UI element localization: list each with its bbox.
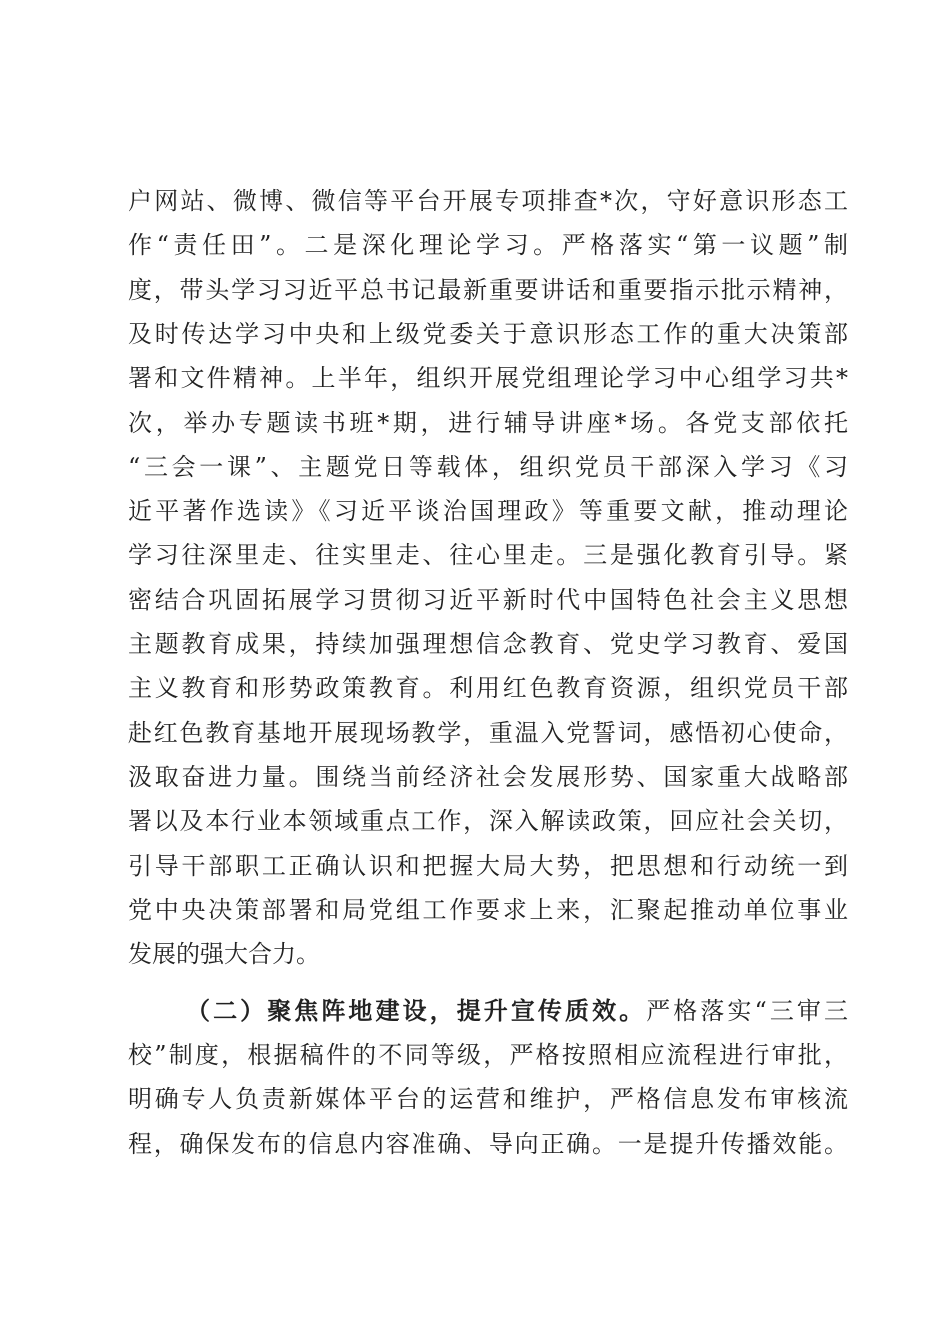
text-line: 密结合巩固拓展学习贯彻习近平新时代中国特色社会主义思想	[128, 585, 848, 614]
section-heading: （二）聚焦阵地建设，提升宣传质效。	[186, 997, 647, 1025]
text-line: 主义教育和形势政策教育。利用红色教育资源，组织党员干部	[128, 674, 848, 703]
text-line: 作“责任田”。二是深化理论学习。严格落实“第一议题”制	[128, 231, 848, 260]
text-line: 赴红色教育基地开展现场教学，重温入党誓词，感悟初心使命，	[128, 718, 848, 747]
text-line: 引导干部职工正确认识和把握大局大势，把思想和行动统一到	[128, 851, 848, 880]
text-line: 学习往深里走、往实里走、往心里走。三是强化教育引导。紧	[128, 541, 848, 570]
section-heading-line	[186, 994, 848, 1028]
text-line: 次，举办专题读书班*期，进行辅导讲座*场。各党支部依托	[128, 408, 848, 437]
text-line: 度，带头学习习近平总书记最新重要讲话和重要指示批示精神，	[128, 275, 848, 304]
text-line: 发展的强大合力。	[128, 940, 320, 969]
text-line: 党中央决策部署和局党组工作要求上来，汇聚起推动单位事业	[128, 895, 848, 924]
text-line: 署和文件精神。上半年，组织开展党组理论学习中心组学习共*	[128, 364, 848, 393]
section-heading-rest: 严格落实“三审三	[646, 997, 848, 1025]
text-line: “三会一课”、主题党日等载体，组织党员干部深入学习《习	[128, 452, 848, 481]
text-line: 及时传达学习中央和上级党委关于意识形态工作的重大决策部	[128, 319, 848, 348]
text-line: 户网站、微博、微信等平台开展专项排查*次，守好意识形态工	[128, 187, 848, 215]
text-line: 近平著作选读》《习近平谈治国理政》等重要文献，推动理论	[128, 497, 848, 526]
text-line: 明确专人负责新媒体平台的运营和维护，严格信息发布审核流	[128, 1085, 848, 1114]
text-line: 校”制度，根据稿件的不同等级，严格按照相应流程进行审批，	[128, 1041, 848, 1069]
text-line: 汲取奋进力量。围绕当前经济社会发展形势、国家重大战略部	[128, 762, 848, 791]
text-line: 署以及本行业本领域重点工作，深入解读政策，回应社会关切，	[128, 807, 848, 836]
text-line: 程，确保发布的信息内容准确、导向正确。一是提升传播效能。	[128, 1129, 848, 1158]
text-line: 主题教育成果，持续加强理想信念教育、党史学习教育、爱国	[128, 630, 848, 658]
